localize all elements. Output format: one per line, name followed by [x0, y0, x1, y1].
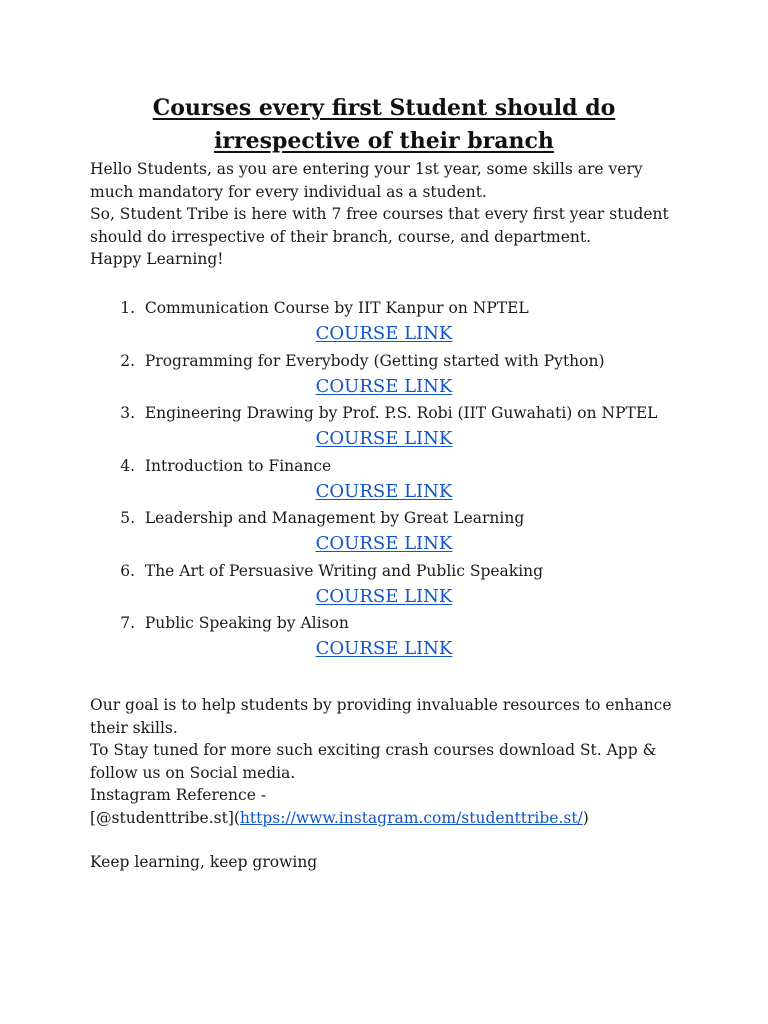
- outro-section: [90, 694, 690, 830]
- course-number: 6.: [120, 561, 135, 580]
- course-name: Communication Course by IIT Kanpur on NPTEL: [144, 299, 529, 317]
- course-link-3[interactable]: COURSE LINK: [315, 428, 453, 449]
- course-name: Introduction to Finance: [144, 456, 332, 475]
- instagram-reference-label: Instagram Reference -: [90, 786, 267, 805]
- course-item-4: [90, 454, 678, 507]
- course-number: 2.: [120, 351, 135, 370]
- course-item-1: [90, 296, 678, 349]
- course-title: [90, 454, 331, 478]
- intro-paragraph-3: Happy Learning!: [90, 250, 224, 269]
- intro-paragraph-1: Hello Students, as you are entering your 1st year, some skills are very much mandatory for every individual as a student.: [90, 160, 643, 201]
- course-name: Public Speaking by Alison: [144, 614, 349, 632]
- course-name: Programming for Everybody (Getting started with Python): [144, 351, 605, 370]
- course-number: 5.: [120, 509, 135, 527]
- course-name: Leadership and Management by Great Learning: [144, 509, 525, 527]
- course-item-6: [90, 559, 678, 612]
- course-title: [90, 506, 524, 530]
- course-title: [90, 401, 657, 425]
- course-item-3: [90, 401, 678, 454]
- outro-paragraph-2: To Stay tuned for more such exciting crash courses download St. App & follow us on Social media.: [90, 741, 657, 782]
- course-list: [90, 296, 678, 664]
- instagram-link[interactable]: https://www.instagram.com/studenttribe.st/: [239, 808, 583, 827]
- instagram-handle: [@studenttribe.st](: [90, 808, 240, 827]
- course-name: Engineering Drawing by Prof. P.S. Robi (IIT Guwahati) on NPTEL: [144, 404, 658, 422]
- closing-section: [90, 851, 690, 874]
- course-title: [90, 296, 529, 320]
- course-name: The Art of Persuasive Writing and Public Speaking: [144, 561, 544, 580]
- intro-section: [90, 158, 690, 271]
- page-title-line-2: irrespective of their branch: [214, 128, 554, 154]
- course-title: [90, 611, 349, 635]
- course-link-5[interactable]: COURSE LINK: [315, 533, 453, 554]
- page-title-line-1: Courses every first Student should do: [152, 95, 616, 121]
- course-link-4[interactable]: COURSE LINK: [315, 480, 453, 502]
- intro-paragraph-2: So, Student Tribe is here with 7 free courses that every first year student should do irrespective of their branch, course, and department.: [90, 205, 669, 246]
- course-title: [90, 559, 543, 583]
- course-number: 7.: [120, 614, 135, 632]
- instagram-handle-close: ): [582, 808, 589, 827]
- course-link-6[interactable]: COURSE LINK: [315, 585, 453, 607]
- course-link-2[interactable]: COURSE LINK: [315, 375, 453, 397]
- closing-line: Keep learning, keep growing: [90, 853, 318, 871]
- course-item-2: [90, 349, 678, 402]
- instagram-reference-line: [90, 807, 690, 830]
- course-item-7: [90, 611, 678, 664]
- course-title: [90, 349, 605, 373]
- outro-paragraph-1: Our goal is to help students by providing invaluable resources to enhance their skills.: [90, 696, 672, 737]
- course-link-1[interactable]: COURSE LINK: [315, 323, 453, 344]
- course-number: 1.: [120, 299, 135, 317]
- course-number: 4.: [120, 456, 135, 475]
- course-link-7[interactable]: COURSE LINK: [315, 638, 453, 659]
- course-item-5: [90, 506, 678, 559]
- course-number: 3.: [120, 404, 135, 422]
- page-title: [60, 92, 708, 158]
